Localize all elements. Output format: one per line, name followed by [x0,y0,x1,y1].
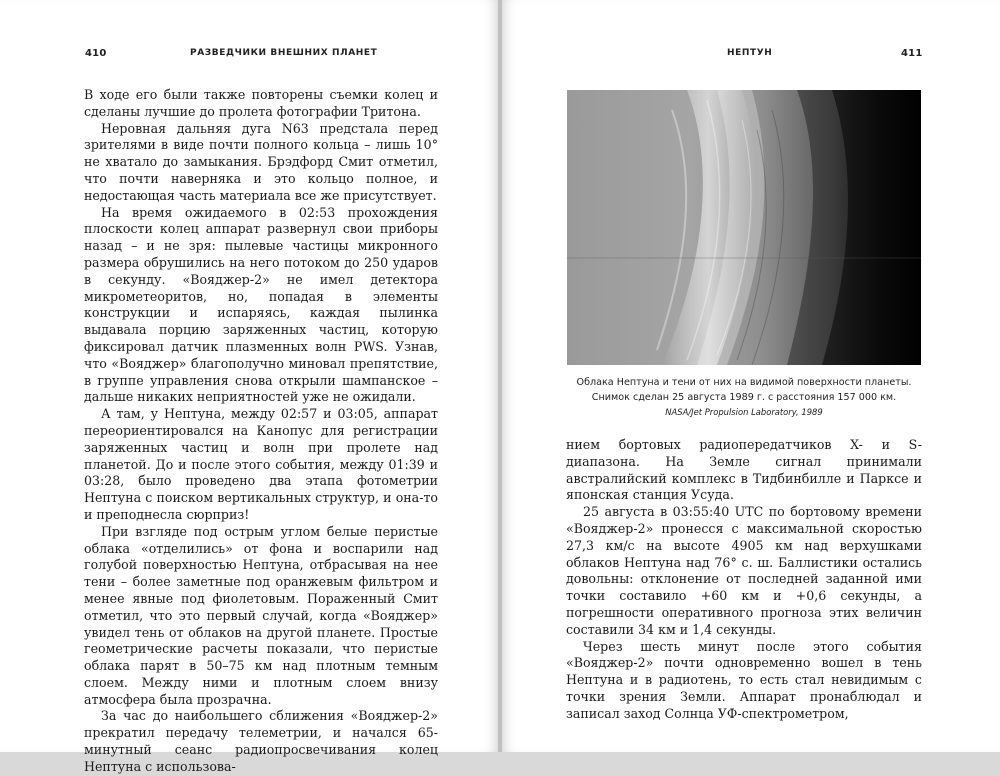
photo-caption [566,375,922,419]
left-page [0,0,498,774]
right-page [502,0,1000,752]
photo-credit: NASA/Jet Propulsion Laboratory, 1989 [665,407,823,417]
body-text [566,437,922,723]
paragraph: За час до наибольшего сближения «Вояджер-2» прекратил передачу телеметрии, и начался 65-минутный сеанс радиопросвечивания колец Нептуна с использова- [84,708,438,774]
page-number: 410 [85,48,107,59]
running-head: НЕПТУН [727,48,773,58]
paragraph: Через шесть минут после этого события «Вояджер-2» почти одновременно вошел в тень Нептуна и в радиотень, то есть стал невидимым с точки зрения Земли. Аппарат пронаблюдал и записал заход Солнца УФ-спектрометром, [566,638,922,721]
caption-line: Облака Нептуна и тени от них на видимой поверхности планеты. [576,377,912,388]
body-text [84,87,438,776]
paragraph: нием бортовых радиопередатчиков X- и S-диапазона. На Земле сигнал принимали австралийский комплекс в Тидбинбилле и Парксе и японская станция Усуда. [566,437,922,503]
neptune-clouds-photo [567,90,921,365]
page-number: 411 [901,48,923,59]
paragraph: При взгляде под острым углом белые перистые облака «отделились» от фона и воспарили над голубой поверхностью Нептуна, отбрасывая на нее тени – более заметные под оранжевым фильтром и менее явные под фиолетовым. Пораженный Смит отметил, что это первый случай, когда «Вояджер» увидел тень от облаков на другой планете. Простые геометрические расчеты показали, что перистые облака парят в 50–75 км над плотным темным слоем. Между ними и плотным слоем внизу атмосфера была прозрачна. [84,523,438,707]
paragraph: 25 августа в 03:55:40 UTC по бортовому времени «Вояджер-2» пронесся с максимальной скоростью 27,3 км/с на высоте 4905 км над верхушками облаков Нептуна над 76° с. ш. Баллистики остались довольны: отклонение от последней заданной ими точки составило +60 км и +0,6 секунды, а погрешности оперативного прогноза этих величин составили 34 км и 1,4 секунды. [566,504,922,637]
paragraph: На время ожидаемого в 02:53 прохождения плоскости колец аппарат развернул свои приборы назад – и не зря: пылевые частицы микронного размера обрушились на него потоком до 250 ударов в секунду. «Вояджер-2» не имел детектора микрометеоритов, но, попадая в элементы конструкции и испаряясь, каждая пылинка выдавала порцию заряженных частиц, которую фиксировал датчик плазменных волн PWS. Узнав, что «Вояджер» благополучно миновал препятствие, в группе управления снова открыли шампанское – дальше никаких неприятностей уже не ожидали. [84,204,438,405]
paragraph: А там, у Нептуна, между 02:57 и 03:05, аппарат переориентировался на Канопус для регистрации заряженных частиц и волн при пролете над планетой. До и после этого события, между 01:39 и 03:28, было проведено два этапа фотометрии Нептуна с поиском вертикальных структур, и она-то и преподнесла сюрприз! [84,406,438,522]
paragraph: Неровная дальняя дуга N63 предстала перед зрителями в виде почти полного кольца – лишь 10° не хватало до замыкания. Брэдфорд Смит отметил, что почти наверняка и это кольцо полное, и недостающая часть материала все же присутствует. [84,120,438,203]
caption-line: Снимок сделан 25 августа 1989 г. с расстояния 157 000 км. [591,392,897,403]
running-head: РАЗВЕДЧИКИ ВНЕШНИХ ПЛАНЕТ [190,48,378,58]
paragraph: В ходе его были также повторены съемки колец и сделаны лучшие до пролета фотографии Тритона. [84,87,438,119]
